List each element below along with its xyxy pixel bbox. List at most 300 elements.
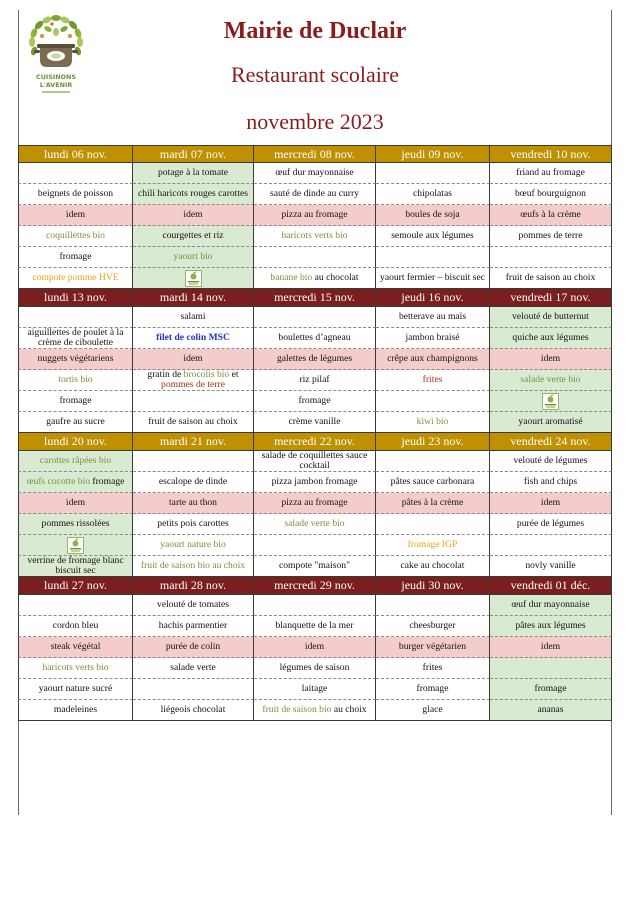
- menu-cell-content: [21, 556, 130, 576]
- menu-cell-content: [541, 498, 560, 508]
- dish-name: pizza au fromage: [281, 209, 348, 221]
- dish-name: œuf dur mayonnaise: [275, 167, 354, 179]
- menu-cell: [490, 514, 612, 535]
- dish-name: laitage: [301, 683, 328, 695]
- day-header-row: [18, 577, 612, 595]
- menu-table: [18, 145, 612, 721]
- menu-cell: [490, 700, 612, 721]
- vergers-ecoresponsables-icon: [185, 270, 202, 287]
- dish-name: fruit de saison bio: [262, 704, 332, 716]
- dish-name: pommes de terre: [161, 379, 225, 390]
- dish-name: œuf dur mayonnaise: [511, 599, 590, 611]
- dish-name: banane bio: [270, 272, 313, 284]
- dish-name: fromage: [416, 683, 449, 695]
- menu-cell: [376, 268, 490, 289]
- dish-name: pâtes sauce carbonara: [390, 476, 475, 488]
- day-header: mardi 28 nov.: [133, 577, 254, 595]
- menu-cell-content: [281, 210, 347, 220]
- menu-cell: [376, 556, 490, 577]
- menu-row: [18, 247, 612, 268]
- menu-cell: [133, 451, 254, 472]
- menu-cell: [490, 307, 612, 328]
- dish-name: cake au chocolat: [400, 560, 465, 572]
- menu-cell: [18, 616, 133, 637]
- menu-row: [18, 514, 612, 535]
- menu-cell: [254, 205, 376, 226]
- dish-name: compote pomme HVE: [32, 272, 119, 284]
- menu-cell: [133, 163, 254, 184]
- menu-cell-content: [183, 354, 202, 364]
- menu-cell: [254, 412, 376, 433]
- dish-name: filet de colin MSC: [156, 332, 230, 344]
- menu-cell-content: [262, 705, 366, 715]
- dish-name: salami: [180, 311, 206, 323]
- menu-cell-content: [541, 354, 560, 364]
- menu-cell: [490, 349, 612, 370]
- menu-cell-content: [46, 231, 105, 241]
- menu-cell: [18, 679, 133, 700]
- dish-name: sauté de dinde au curry: [270, 188, 359, 200]
- menu-cell: [376, 307, 490, 328]
- menu-row: [18, 556, 612, 577]
- dish-name: riz pilaf: [299, 374, 330, 386]
- menu-cell-content: [138, 189, 248, 199]
- menu-cell-content: [66, 498, 85, 508]
- menu-cell-content: [302, 684, 328, 694]
- day-header: mercredi 22 nov.: [254, 433, 376, 451]
- menu-row: [18, 658, 612, 679]
- menu-cell-content: [281, 498, 347, 508]
- menu-cell-content: [289, 417, 341, 427]
- menu-cell: [133, 679, 254, 700]
- dish-name: beignets de poisson: [37, 188, 114, 200]
- dish-name: blanquette de la mer: [275, 620, 354, 632]
- menu-cell-content: [423, 375, 443, 385]
- menu-cell: [18, 637, 133, 658]
- dish-name: pâtes aux légumes: [515, 620, 586, 632]
- dish-name: ananas: [537, 704, 564, 716]
- menu-cell-content: [281, 231, 347, 241]
- menu-cell: [133, 307, 254, 328]
- day-header: lundi 27 nov.: [18, 577, 133, 595]
- day-header: vendredi 24 nov.: [490, 433, 612, 451]
- day-header: mardi 14 nov.: [133, 289, 254, 307]
- menu-cell: [376, 616, 490, 637]
- menu-cell: [133, 556, 254, 577]
- dish-name: kiwi bio: [416, 416, 449, 428]
- menu-cell: [490, 493, 612, 514]
- menu-cell-content: [422, 705, 442, 715]
- dish-name: nuggets végétariens: [37, 353, 114, 365]
- menu-cell: [254, 535, 376, 556]
- menu-cell-content: [399, 312, 466, 322]
- menu-cell-content: [42, 663, 108, 673]
- dish-name: et: [229, 370, 239, 381]
- menu-cell: [18, 268, 133, 289]
- menu-cell: [254, 700, 376, 721]
- dish-name: courgettes et riz: [162, 230, 224, 242]
- dish-name: boules de soja: [405, 209, 460, 221]
- menu-cell: [490, 616, 612, 637]
- menu-cell-content: [270, 273, 358, 283]
- menu-cell: [254, 595, 376, 616]
- dish-name: fromage: [534, 683, 567, 695]
- dish-name: fromage: [298, 395, 331, 407]
- menu-cell: [18, 184, 133, 205]
- menu-cell-content: [525, 561, 575, 571]
- dish-name: chili haricots rouges carottes: [137, 188, 249, 200]
- dish-name: fruit de saison au choix: [505, 272, 596, 284]
- menu-cell: [254, 556, 376, 577]
- menu-cell-content: [135, 370, 251, 390]
- menu-cell-content: [161, 705, 226, 715]
- vergers-ecoresponsables-icon: [67, 537, 84, 554]
- menu-row: [18, 535, 612, 556]
- dish-name: bœuf bourguignon: [515, 188, 586, 200]
- day-header-row: [18, 433, 612, 451]
- menu-cell-content: [506, 273, 596, 283]
- menu-cell: [254, 163, 376, 184]
- dish-name: purée de colin: [165, 641, 221, 653]
- menu-cell-content: [305, 642, 324, 652]
- menu-cell: [376, 247, 490, 268]
- menu-cell-content: [408, 540, 458, 550]
- dish-name: velouté de tomates: [157, 599, 229, 611]
- dish-name: pâtes à la crème: [401, 497, 464, 509]
- menu-cell-content: [169, 498, 217, 508]
- dish-name: fruit de saison bio au choix: [140, 560, 246, 572]
- dish-name: cordon bleu: [52, 620, 99, 632]
- menu-cell: [376, 658, 490, 679]
- menu-cell-content: [519, 231, 583, 241]
- menu-cell: [254, 184, 376, 205]
- menu-cell-content: [67, 537, 84, 554]
- dish-name: coquillettes bio: [46, 230, 105, 242]
- menu-cell-content: [399, 642, 466, 652]
- dish-name: haricots verts bio: [281, 230, 348, 242]
- menu-row: [18, 700, 612, 721]
- menu-cell: [18, 493, 133, 514]
- menu-cell: [490, 370, 612, 391]
- menu-cell: [254, 658, 376, 679]
- dish-name: frites: [422, 374, 443, 386]
- menu-cell-content: [159, 621, 227, 631]
- menu-cell-content: [46, 417, 105, 427]
- menu-cell: [133, 472, 254, 493]
- dish-name: légumes de saison: [279, 662, 350, 674]
- menu-cell-content: [60, 396, 92, 406]
- menu-cell: [133, 700, 254, 721]
- menu-cell-content: [38, 354, 114, 364]
- dish-name: pizza au fromage: [281, 497, 348, 509]
- menu-cell-content: [511, 600, 589, 610]
- menu-cell: [254, 637, 376, 658]
- menu-cell: [254, 472, 376, 493]
- dish-name: idem: [540, 497, 561, 509]
- menu-row: [18, 307, 612, 328]
- menu-cell: [133, 184, 254, 205]
- menu-cell: [376, 535, 490, 556]
- menu-cell-content: [280, 663, 350, 673]
- menu-cell-content: [162, 231, 223, 241]
- day-header: vendredi 17 nov.: [490, 289, 612, 307]
- dish-name: chipolatas: [413, 188, 452, 200]
- menu-cell-content: [518, 417, 582, 427]
- menu-cell: [18, 535, 133, 556]
- menu-cell: [376, 226, 490, 247]
- menu-cell: [490, 268, 612, 289]
- menu-cell-content: [159, 477, 227, 487]
- menu-cell-content: [51, 642, 101, 652]
- menu-cell: [133, 412, 254, 433]
- dish-name: fromage IGP: [407, 539, 458, 551]
- menu-cell: [254, 514, 376, 535]
- menu-cell: [376, 412, 490, 433]
- menu-cell-content: [524, 477, 577, 487]
- menu-cell-content: [275, 168, 353, 178]
- menu-cell-content: [173, 252, 212, 262]
- menu-row: [18, 370, 612, 391]
- menu-cell: [18, 226, 133, 247]
- menu-row: [18, 595, 612, 616]
- menu-row: [18, 679, 612, 700]
- page-subtitle: Restaurant scolaire: [231, 62, 399, 87]
- menu-cell: [18, 328, 133, 349]
- menu-cell: [133, 391, 254, 412]
- menu-cell: [376, 595, 490, 616]
- menu-cell: [490, 205, 612, 226]
- menu-cell-content: [279, 561, 350, 571]
- menu-cell-content: [39, 684, 113, 694]
- dish-name: tarte au thon: [169, 497, 217, 509]
- menu-cell: [376, 679, 490, 700]
- menu-cell-content: [520, 375, 580, 385]
- menu-cell-content: [413, 189, 452, 199]
- dish-name: petits pois carottes: [157, 518, 229, 530]
- day-header: jeudi 23 nov.: [376, 433, 490, 451]
- menu-cell-content: [515, 621, 585, 631]
- day-header: mercredi 29 nov.: [254, 577, 376, 595]
- menu-cell-content: [409, 621, 455, 631]
- menu-cell: [18, 451, 133, 472]
- menu-cell: [376, 637, 490, 658]
- dish-name: salade verte bio: [520, 374, 581, 386]
- dish-name: idem: [183, 209, 203, 221]
- day-header-row: [18, 289, 612, 307]
- menu-cell-content: [256, 451, 373, 471]
- menu-cell: [490, 184, 612, 205]
- dish-name: velouté de légumes: [513, 455, 588, 467]
- menu-cell: [376, 700, 490, 721]
- menu-row: [18, 163, 612, 184]
- menu-cell: [133, 595, 254, 616]
- menu-cell: [490, 412, 612, 433]
- menu-cell-content: [513, 456, 587, 466]
- menu-cell-content: [157, 600, 229, 610]
- menu-cell: [376, 391, 490, 412]
- menu-cell: [254, 328, 376, 349]
- dish-name: frites: [422, 662, 443, 674]
- menu-cell: [490, 163, 612, 184]
- dish-name: gaufre au sucre: [46, 416, 105, 428]
- menu-cell: [133, 514, 254, 535]
- menu-cell: [376, 451, 490, 472]
- menu-cell: [490, 472, 612, 493]
- menu-cell-content: [275, 621, 353, 631]
- logo-text-line1: CUISINONS: [36, 73, 76, 81]
- dish-name: au choix: [331, 704, 367, 716]
- dish-name: idem: [183, 353, 203, 365]
- dish-name: fish and chips: [523, 476, 578, 488]
- dish-name: idem: [304, 641, 325, 653]
- menu-row: [18, 328, 612, 349]
- menu-cell: [490, 535, 612, 556]
- menu-cell: [490, 556, 612, 577]
- dish-name: crème vanille: [288, 416, 341, 428]
- menu-cell-content: [417, 684, 449, 694]
- menu-cell-content: [60, 252, 92, 262]
- menu-row: [18, 226, 612, 247]
- menu-row: [18, 391, 612, 412]
- menu-row: [18, 616, 612, 637]
- menu-cell-content: [417, 417, 449, 427]
- menu-cell-content: [141, 561, 245, 571]
- menu-cell: [133, 349, 254, 370]
- day-header-row: [18, 145, 612, 163]
- menu-cell-content: [53, 621, 99, 631]
- menu-cell: [254, 268, 376, 289]
- menu-cell-content: [58, 375, 92, 385]
- page-title: Mairie de Duclair: [223, 18, 407, 44]
- dish-name: cheesburger: [409, 620, 456, 632]
- dish-name: idem: [65, 209, 86, 221]
- dish-name: œufs cocotte bio: [26, 476, 91, 488]
- dish-name: glace: [422, 704, 443, 716]
- week-block: [18, 433, 612, 577]
- menu-cell-content: [180, 312, 205, 322]
- menu-cell: [133, 328, 254, 349]
- menu-cell-content: [27, 477, 125, 487]
- menu-cell: [490, 391, 612, 412]
- menu-cell-content: [148, 417, 238, 427]
- menu-row: [18, 472, 612, 493]
- menu-cell: [18, 307, 133, 328]
- menu-cell-content: [32, 273, 118, 283]
- dish-name: haricots verts bio: [42, 662, 109, 674]
- menu-cell: [18, 658, 133, 679]
- menu-cell: [18, 370, 133, 391]
- dish-name: fromage: [59, 395, 92, 407]
- menu-cell: [133, 370, 254, 391]
- dish-name: madeleines: [53, 704, 98, 716]
- menu-cell: [133, 205, 254, 226]
- day-header: vendredi 01 déc.: [490, 577, 612, 595]
- dish-name: velouté de butternut: [512, 311, 589, 323]
- menu-cell: [18, 412, 133, 433]
- menu-cell: [18, 472, 133, 493]
- menu-cell: [254, 349, 376, 370]
- menu-cell-content: [402, 498, 464, 508]
- dish-name: liégeois chocolat: [160, 704, 226, 716]
- dish-name: friand au fromage: [516, 167, 585, 179]
- dish-name: yaourt nature sucré: [38, 683, 113, 695]
- menu-cell: [376, 205, 490, 226]
- dish-name: boulettes d’agneau: [278, 332, 351, 344]
- menu-cell-content: [157, 519, 228, 529]
- dish-name: carottes râpées bio: [39, 455, 112, 467]
- menu-cell-content: [160, 540, 226, 550]
- menu-cell-content: [170, 663, 216, 673]
- menu-cell: [376, 163, 490, 184]
- dish-name: hachis parmentier: [158, 620, 228, 632]
- dish-name: jambon braisé: [405, 332, 460, 344]
- menu-cell: [490, 595, 612, 616]
- day-header: jeudi 16 nov.: [376, 289, 490, 307]
- day-header: mercredi 08 nov.: [254, 145, 376, 163]
- menu-cell-content: [284, 519, 344, 529]
- menu-cell-content: [401, 561, 465, 571]
- menu-row: [18, 349, 612, 370]
- menu-cell-content: [520, 210, 580, 220]
- menu-cell: [490, 226, 612, 247]
- menu-cell-content: [391, 231, 474, 241]
- menu-cell-content: [299, 396, 331, 406]
- dish-name: yaourt bio: [173, 251, 213, 263]
- menu-cell-content: [183, 210, 202, 220]
- dish-name: steak végétal: [50, 641, 101, 653]
- menu-cell: [490, 247, 612, 268]
- menu-cell-content: [391, 477, 475, 487]
- menu-cell: [133, 637, 254, 658]
- day-header: lundi 13 nov.: [18, 289, 133, 307]
- menu-cell: [254, 679, 376, 700]
- menu-cell-content: [299, 375, 329, 385]
- menu-cell-content: [156, 333, 230, 343]
- menu-cell: [133, 268, 254, 289]
- menu-cell: [18, 247, 133, 268]
- menu-row: [18, 205, 612, 226]
- menu-cell: [18, 391, 133, 412]
- dish-name: fromage: [59, 251, 92, 263]
- menu-cell: [18, 700, 133, 721]
- menu-row: [18, 637, 612, 658]
- menu-cell-content: [185, 270, 202, 287]
- menu-cell-content: [270, 189, 359, 199]
- menu-cell-content: [21, 328, 130, 348]
- menu-cell: [254, 226, 376, 247]
- menu-cell: [254, 370, 376, 391]
- menu-cell: [18, 349, 133, 370]
- dish-name: au chocolat: [312, 272, 359, 284]
- menu-cell: [133, 226, 254, 247]
- logo-tagline: [42, 91, 70, 93]
- menu-cell-content: [42, 519, 110, 529]
- day-header: mardi 07 nov.: [133, 145, 254, 163]
- menu-cell-content: [423, 663, 443, 673]
- menu-cell: [133, 616, 254, 637]
- menu-cell: [133, 493, 254, 514]
- dish-name: yaourt nature bio: [160, 539, 226, 551]
- logo-text-line2: L'AVENIR: [39, 81, 73, 89]
- dish-name: quiche aux légumes: [512, 332, 589, 344]
- menu-row: [18, 493, 612, 514]
- menu-cell: [490, 637, 612, 658]
- dish-name: yaourt fermier – biscuit sec: [380, 272, 485, 284]
- menu-row: [18, 451, 612, 472]
- menu-cell-content: [515, 189, 586, 199]
- dish-name: tortis bio: [58, 374, 93, 386]
- day-header: mercredi 15 nov.: [254, 289, 376, 307]
